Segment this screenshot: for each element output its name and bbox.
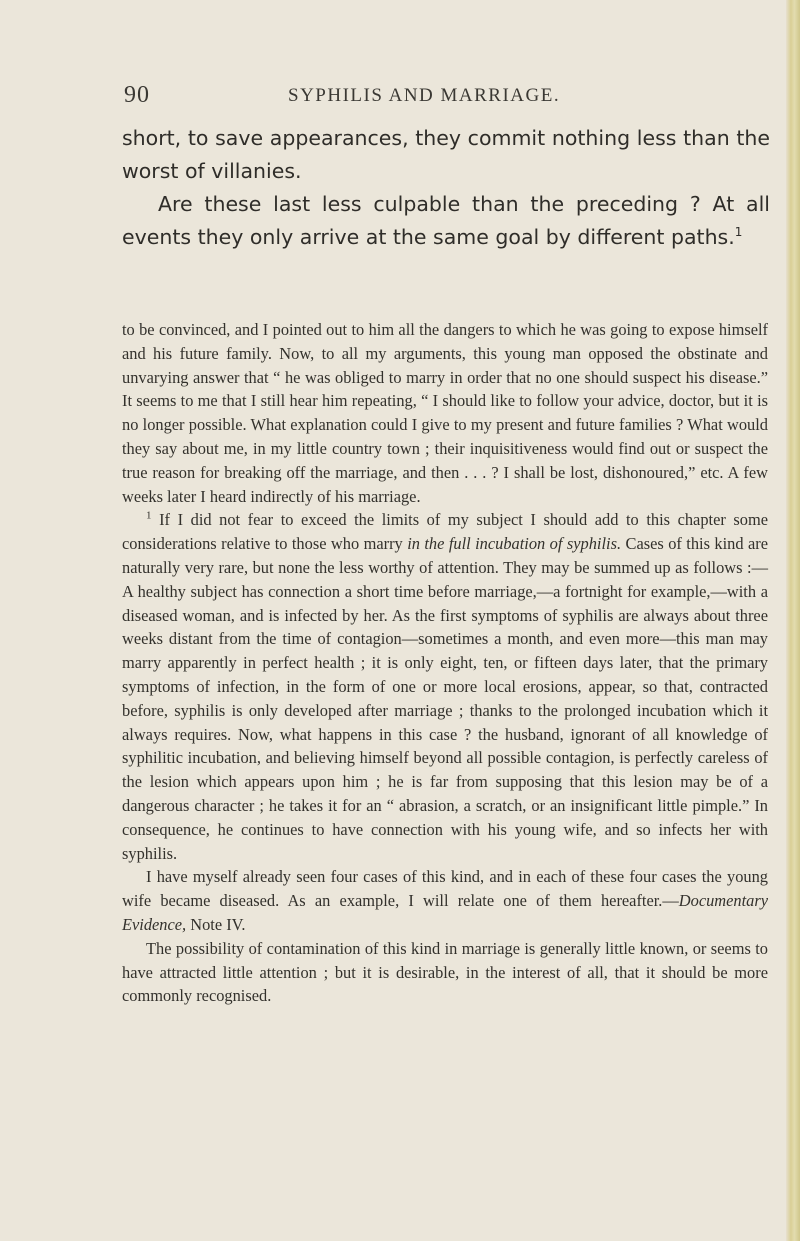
main-text bbox=[122, 122, 770, 254]
footnote-1-p2-before: I have myself already seen four cases of this kind, and in each of these four cases the young wife became diseased. As an example, I will relate one of them hereafter.— bbox=[122, 867, 768, 911]
footnote-1 bbox=[122, 508, 768, 865]
footnotes bbox=[122, 318, 768, 1008]
main-paragraph-2-text: Are these last less culpable than the preceding ? At all events they only arrive at the same goal by different paths. bbox=[122, 192, 770, 249]
main-paragraph-1: short, to save appearances, they commit nothing less than the worst of villanies. bbox=[122, 126, 770, 183]
footnote-1-text-after: Cases of this kind are naturally very rare, but none the less worthy of attention. They may be summed up as follows :—A healthy subject has connection a short time before marriage,—a fortnight for example,—with a diseased woman, and is infected by her. As the first symptoms of syphilis are always about three weeks distant from the time of contagion—sometimes a month, and even more—this man may marry apparently in perfect health ; it is only eight, ten, or fifteen days later, that the primary symptoms of infection, in the form of one or more local erosions, appear, so that, contracted before, syphilis is only developed after marriage ; thanks to the prolonged incubation which it always requires. Now, what happens in this case ? the husband, ignorant of all knowledge of syphilitic incubation, and believing himself beyond all possible contagion, is perfectly careless of the lesion which appears upon him ; he is far from supposing that this lesion may be of a dangerous character ; he takes it for an “ abrasion, a scratch, or an insignificant little pimple.” In consequence, he continues to have connection with his young wife, and so infects her with syphilis. bbox=[122, 534, 768, 863]
page-edge bbox=[786, 0, 800, 1241]
footnote-1-paragraph-2 bbox=[122, 865, 768, 936]
footnote-continued: to be convinced, and I pointed out to him all the dangers to which he was going to expose himself and his future family. Now, to all my arguments, this young man opposed the obstinate and unvarying answer that “ he was obliged to marry in order that no one should suspect his disease.” It seems to me that I still hear him repeating, “ I should like to follow your advice, doctor, but it is no longer possible. What explanation could I give to my present and future families ? What would they say about me, in my little country town ; their inquisitiveness would find out or suspect the true reason for breaking off the marriage, and then . . . ? I shall be lost, dishonoured,” etc. A few weeks later I heard indirectly of his marriage. bbox=[122, 320, 768, 506]
footnote-1-text-before: If I did not fear to exceed the limits of my subject I should add to this chapter some considerations relative to those who marry bbox=[122, 510, 768, 554]
page-number: 90 bbox=[124, 82, 150, 108]
running-head: SYPHILIS AND MARRIAGE. bbox=[288, 85, 561, 106]
page-header bbox=[0, 82, 800, 110]
footnote-1-paragraph-3: The possibility of contamination of this kind in marriage is generally little known, or seems to have attracted little attention ; but it is desirable, in the interest of all, that it should be more commonly recognised. bbox=[122, 938, 768, 1006]
footnote-1-p2-after: Note IV. bbox=[190, 914, 246, 934]
footnote-ref: 1 bbox=[734, 225, 743, 240]
footnote-1-p2-italic: Documentary Evidence, bbox=[122, 891, 768, 934]
footnote-1-italic: in the full incubation of syphilis. bbox=[407, 534, 622, 554]
main-paragraph-2 bbox=[122, 188, 770, 254]
footnote-marker: 1 bbox=[146, 509, 152, 522]
